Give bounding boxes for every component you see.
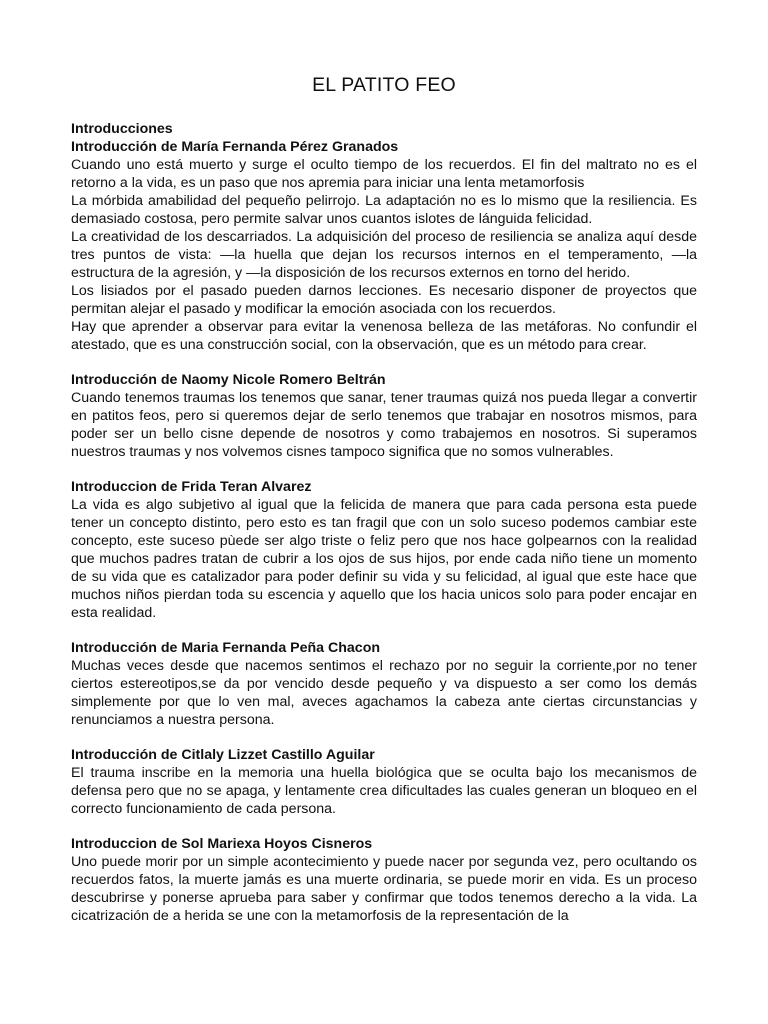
section-heading: Introduccion de Sol Mariexa Hoyos Cisneros — [71, 836, 373, 852]
section-perez-granados — [71, 120, 697, 354]
paragraph: La mórbida amabilidad del pequeño pelirrojo. La adaptación no es lo mismo que la resiliencia. Es demasiado costosa, pero permite salvar unos cuantos islotes de lánguida felicidad. — [71, 193, 697, 227]
paragraph: La vida es algo subjetivo al igual que la felicida de manera que para cada persona esta puede tener un concepto distinto, pero esto es tan fragil que con un solo suceso podemos cambiar este concepto, este suceso pùede ser algo triste o feliz pero que nos hace golpearnos con la realidad que muchos padres tratan de cubrir a los ojos de sus hijos, por ende cada niño tiene un momento de su vida que es catalizador para poder definir su vida y su felicidad, al igual que este hace que muchos niños pierdan toda su escencia y aquello que los hacia unicos solo para poder encajar en esta realidad. — [71, 497, 697, 621]
section-castillo-aguilar — [71, 746, 697, 818]
section-pena-chacon — [71, 639, 697, 729]
section-heading: Introducción de Naomy Nicole Romero Beltrán — [71, 372, 386, 388]
paragraph: Cuando tenemos traumas los tenemos que sanar, tener traumas quizá nos pueda llegar a convertir en patitos feos, pero si queremos dejar de serlo tenemos que trabajar en nosotros mismos, para poder ser un bello cisne depende de nosotros y como trabajemos en nosotros. Si superamos nuestros traumas y nos volvemos cisnes tampoco significa que no somos vulnerables. — [71, 390, 697, 460]
section-romero-beltran — [71, 371, 697, 461]
document-title: EL PATITO FEO — [312, 74, 456, 96]
section-heading: Introducción de María Fernanda Pérez Granados — [71, 139, 399, 155]
paragraph: La creatividad de los descarriados. La adquisición del proceso de resiliencia se analiza aquí desde tres puntos de vista: —la huella que dejan los recursos internos en el temperamento, —la estructura de la agresión, y —la disposición de los recursos externos en torno del herido. — [71, 229, 697, 281]
document-body — [71, 120, 697, 942]
introductions-heading: Introducciones — [71, 121, 173, 137]
section-heading: Introducción de Maria Fernanda Peña Chacon — [71, 640, 381, 656]
section-heading: Introducción de Citlaly Lizzet Castillo Aguilar — [71, 747, 375, 763]
paragraph: Hay que aprender a observar para evitar la venenosa belleza de las metáforas. No confundir el atestado, que es una construcción social, con la observación, que es un método para crear. — [71, 319, 697, 353]
section-heading: Introduccion de Frida Teran Alvarez — [71, 479, 312, 495]
paragraph: Los lisiados por el pasado pueden darnos lecciones. Es necesario disponer de proyectos que permitan alejar el pasado y modificar la emoción asociada con los recuerdos. — [71, 283, 697, 317]
paragraph: Uno puede morir por un simple acontecimiento y puede nacer por segunda vez, pero ocultando os recuerdos fatos, la muerte jamás es una muerte ordinaria, se puede morir en vida. Es un proceso descubrirse y ponerse aprueba para saber y confirmar que todos tenemos derecho a la vida. La cicatrización de a herida se une con la metamorfosis de la representación de la — [71, 854, 697, 924]
paragraph: El trauma inscribe en la memoria una huella biológica que se oculta bajo los mecanismos de defensa pero que no se apaga, y lentamente crea dificultades las cuales generan un bloqueo en el correcto funcionamiento de cada persona. — [71, 765, 697, 817]
section-teran-alvarez — [71, 478, 697, 622]
section-hoyos-cisneros — [71, 835, 697, 925]
paragraph: Muchas veces desde que nacemos sentimos el rechazo por no seguir la corriente,por no tener ciertos estereotipos,se da por vencido desde pequeño y va dispuesto a ser como los demás simplemente por que lo ven mal, aveces agachamos la cabeza ante ciertas circunstancias y renunciamos a nuestra persona. — [71, 658, 697, 728]
paragraph: Cuando uno está muerto y surge el oculto tiempo de los recuerdos. El fin del maltrato no es el retorno a la vida, es un paso que nos apremia para iniciar una lenta metamorfosis — [71, 157, 697, 191]
